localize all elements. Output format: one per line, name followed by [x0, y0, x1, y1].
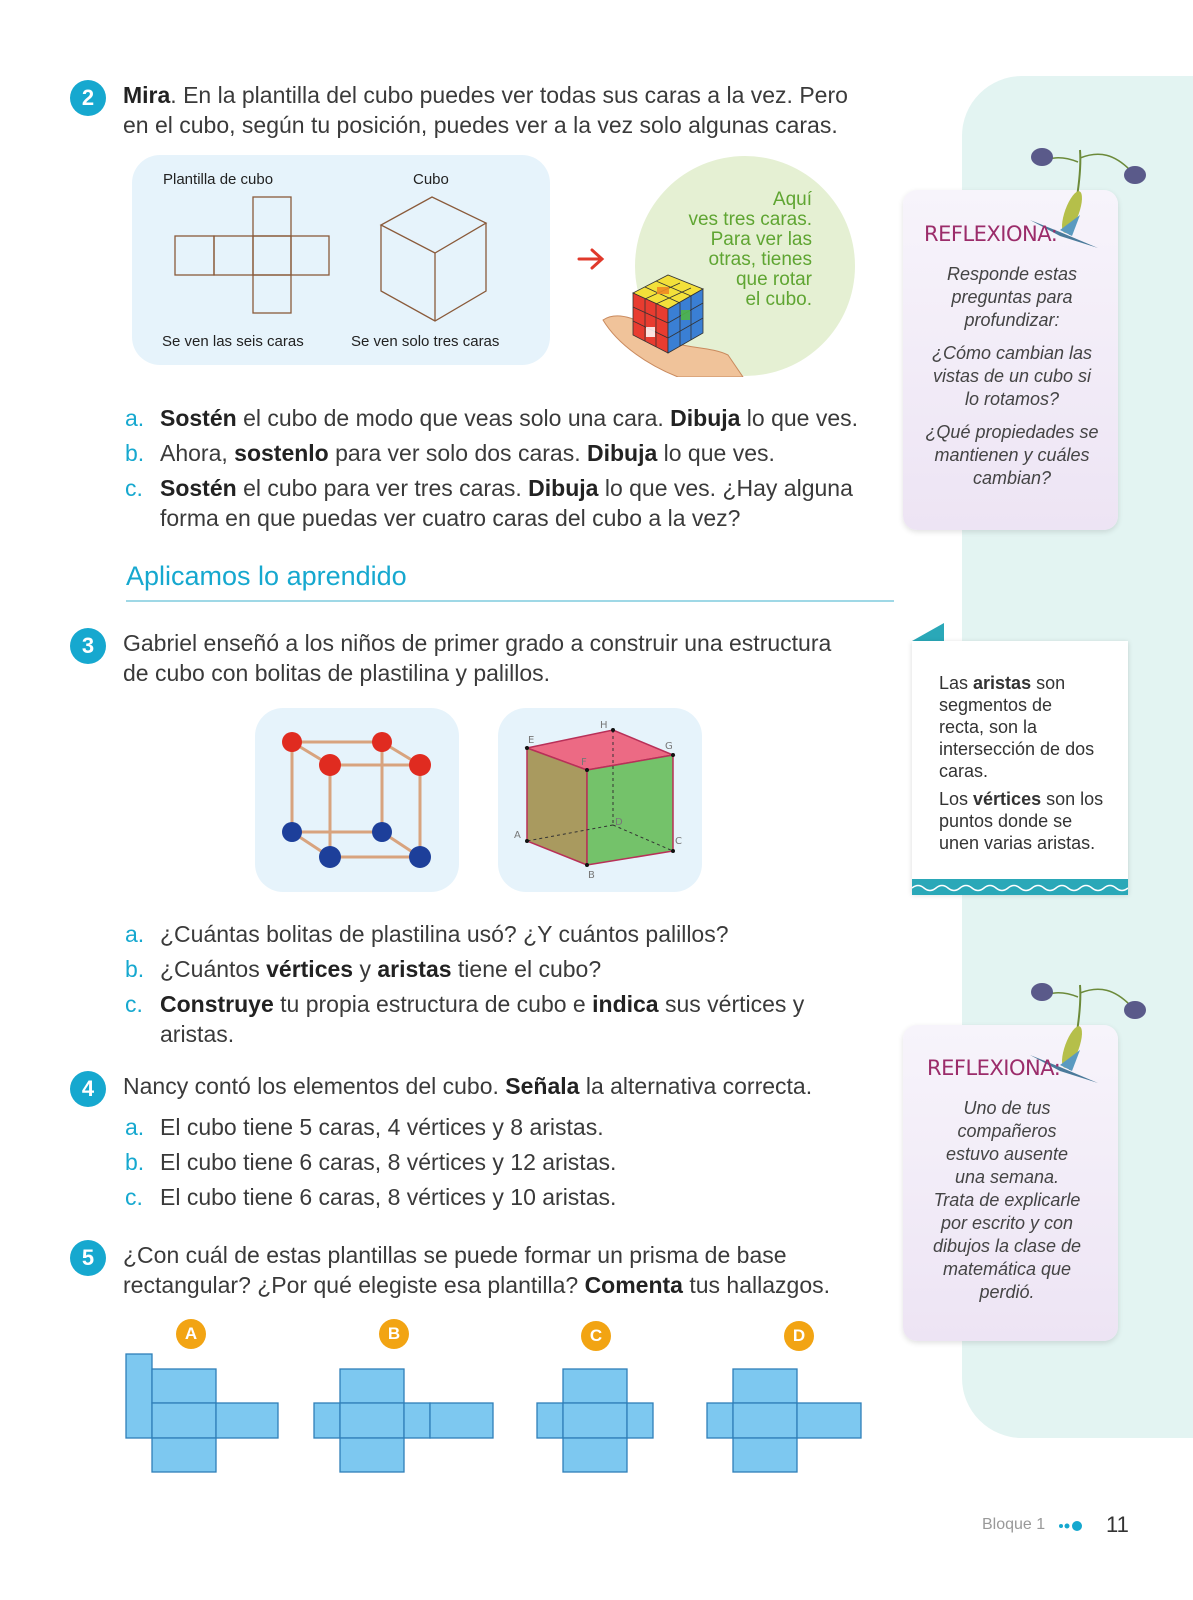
reflect-title-2: REFLEXIONA: [927, 1056, 1061, 1080]
q3-item-b: b. ¿Cuántos vértices y aristas tiene el cubo? [125, 956, 602, 982]
cube-wireframe-drawing [375, 193, 495, 328]
question-number-4: 4 [70, 1071, 106, 1107]
vertex-label-f: F [581, 757, 587, 768]
definition-note-text: Las aristas son segmentos de recta, son la intersección de dos caras. Los vértices son los puntos donde se unen varias aristas. [939, 673, 1104, 853]
speech-text: Aquí ves tres caras. Para ver las otras, tienes que rotar el cubo. [688, 189, 812, 310]
option-c-badge[interactable]: C [581, 1321, 611, 1351]
q2-verb: Mira [123, 82, 171, 108]
reflect-text-2: Uno de tus compañeros estuvo ausente una semana. Trata de explicarle por escrito y con dibujos la clase de matemática que perdió. [932, 1098, 1082, 1302]
q4-option-c[interactable]: c. El cubo tiene 6 caras, 8 vértices y 10 aristas. [125, 1184, 617, 1210]
q3-item-c: c. Construye tu propia estructura de cubo e indica sus vértices y aristas. [125, 991, 805, 1047]
net-option-a[interactable] [120, 1350, 290, 1478]
vertex-label-b: B [588, 870, 595, 881]
reflect-title-1: REFLEXIONA: [924, 222, 1058, 246]
q5-prompt: ¿Con cuál de estas plantillas se puede formar un prisma de base rectangular? ¿Por qué elegiste esa plantilla? Comenta tus hallazgos. [123, 1242, 830, 1298]
q3-prompt: Gabriel enseñó a los niños de primer grado a construir una estructura de cubo con bolitas de plastilina y palillos. [123, 630, 832, 686]
vertex-label-h: H [600, 720, 608, 731]
question-number-5: 5 [70, 1240, 106, 1276]
net-option-d[interactable] [703, 1365, 868, 1477]
q4-option-b[interactable]: b. El cubo tiene 6 caras, 8 vértices y 12 aristas. [125, 1149, 617, 1175]
q2-item-a: a. Sostén el cubo de modo que veas solo una cara. Dibuja lo que ves. [125, 405, 859, 431]
block-label: Bloque 1 [982, 1516, 1046, 1533]
plasticine-cube-illustration [270, 720, 445, 880]
labeled-cube-illustration [505, 715, 695, 885]
vertex-label-e: E [528, 735, 535, 746]
dots-icon [1058, 1519, 1086, 1533]
wave-decoration [912, 879, 1128, 895]
question-number-2: 2 [70, 80, 106, 116]
hand-rubiks-cube-illustration [598, 265, 748, 377]
q4-prompt: Nancy contó los elementos del cubo. Señala la alternativa correcta. [123, 1073, 813, 1099]
option-a-badge[interactable]: A [176, 1319, 206, 1349]
page-number: 11 [1106, 1512, 1129, 1537]
q2-items [125, 403, 895, 533]
section-divider [126, 600, 894, 602]
question-number-3: 3 [70, 628, 106, 664]
q2-item-b: b. Ahora, sostenlo para ver solo dos caras. Dibuja lo que ves. [125, 440, 775, 466]
vertex-label-a: A [514, 830, 521, 841]
net-option-c[interactable] [533, 1365, 658, 1477]
net-caption: Se ven las seis caras [162, 333, 304, 350]
q2-prompt: Mira. En la plantilla del cubo puedes ver todas sus caras a la vez. Pero en el cubo, según tu posición, puedes ver a la vez solo algunas caras. [123, 82, 848, 138]
vertex-label-c: C [675, 836, 682, 847]
cube-label: Cubo [413, 171, 449, 188]
q3-items [125, 919, 895, 1049]
vertex-label-g: G [665, 741, 673, 752]
option-b-badge[interactable]: B [379, 1319, 409, 1349]
q4-items [125, 1112, 895, 1212]
section-title: Aplicamos lo aprendido [126, 561, 407, 591]
q4-option-a[interactable]: a. El cubo tiene 5 caras, 4 vértices y 8 aristas. [125, 1114, 604, 1140]
cube-caption: Se ven solo tres caras [351, 333, 500, 350]
q3-item-a: a. ¿Cuántas bolitas de plastilina usó? ¿Y cuántos palillos? [125, 921, 729, 947]
option-d-badge[interactable]: D [784, 1321, 814, 1351]
q2-item-c: c. Sostén el cubo para ver tres caras. Dibuja lo que ves. ¿Hay alguna forma en que puedas ver cuatro caras del cubo a la vez? [125, 475, 853, 531]
net-option-b[interactable] [310, 1365, 500, 1477]
reflect-text-1: Responde estas preguntas para profundizar: ¿Cómo cambian las vistas de un cubo si lo rotamos? ¿Qué propiedades se mantienen y cuáles cambian? [925, 264, 1099, 488]
cube-net-drawing [170, 195, 340, 320]
note-tab-icon [912, 623, 944, 641]
net-label: Plantilla de cubo [163, 171, 274, 188]
vertex-label-d: D [615, 817, 623, 828]
